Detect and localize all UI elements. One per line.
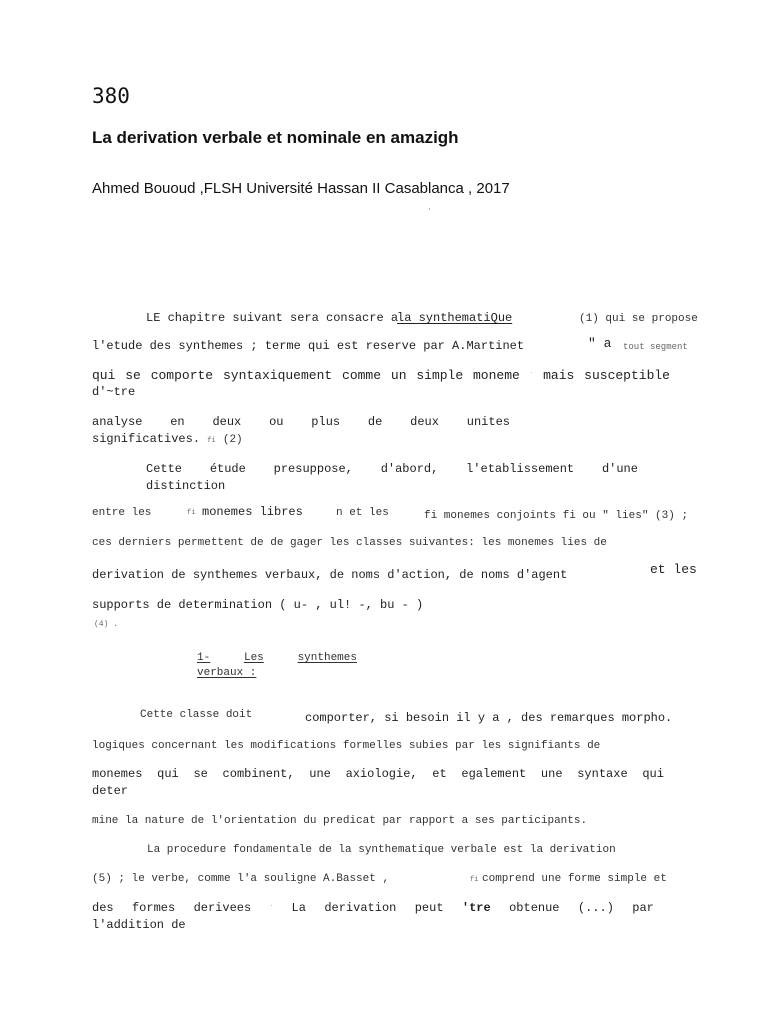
word: l'etablissement — [466, 462, 575, 476]
word: egalement — [461, 767, 527, 781]
p1-line4-b — [92, 432, 243, 446]
p3-line1-a: Cette classe doit — [140, 709, 253, 721]
word: . — [529, 368, 534, 375]
word: syntaxe — [577, 767, 628, 781]
word: deux — [212, 415, 242, 429]
word: et — [432, 767, 447, 781]
word: d'abord, — [380, 462, 439, 476]
section-heading-line2: verbaux : — [197, 667, 257, 679]
word: en — [170, 415, 185, 429]
p3-line3-b: deter — [92, 784, 129, 798]
p2-line2-e: fi monemes conjoints fi ou " lies" (3) ; — [424, 510, 689, 522]
p2-line2-a: entre les — [92, 507, 152, 519]
p4-line2-c: comprend une forme simple et — [482, 873, 667, 885]
p2-line1-b: distinction — [146, 479, 226, 493]
word: qui — [92, 368, 116, 383]
p4-line2-a: (5) ; le verbe, comme l'a souligne A.Basset , — [92, 873, 390, 885]
word: presuppose, — [273, 462, 353, 476]
word: (...) — [577, 901, 614, 915]
p1-line3 — [92, 368, 670, 383]
p1-line3-b: d'~tre — [92, 385, 136, 399]
word: ou — [269, 415, 284, 429]
word: se — [193, 767, 208, 781]
word: obtenue — [509, 901, 560, 915]
word: formes — [131, 901, 176, 915]
word: une — [309, 767, 331, 781]
p1-line2-c: tout segment — [623, 342, 688, 352]
word: comporte — [150, 368, 214, 383]
word: d'une — [601, 462, 638, 476]
word: 'tre — [461, 901, 491, 915]
word: de — [367, 415, 383, 429]
word: La — [291, 901, 306, 915]
p3-line1-b: comporter, si besoin il y a , des remarques morpho. — [305, 711, 673, 725]
word: Les — [243, 652, 264, 664]
p4-line3 — [92, 901, 654, 915]
p3-line2: logiques concernant les modifications formelles subies par les signifiants de — [92, 740, 601, 752]
p2-line3: ces derniers permettent de de gager les classes suivantes: les monemes lies de — [92, 537, 607, 549]
word: . — [269, 901, 274, 908]
author-line: Ahmed Bououd ,FLSH Université Hassan II Casablanca , 2017 — [92, 180, 510, 197]
word: se — [125, 368, 141, 383]
word: axiologie, — [345, 767, 418, 781]
word: Cette — [146, 462, 183, 476]
p2-line2-d: n et les — [336, 507, 389, 519]
p2-line5: supports de determination ( u- , ul! -, bu - ) — [92, 598, 424, 612]
document-title: La derivation verbale et nominale en amazigh — [92, 128, 459, 147]
section-heading — [197, 652, 357, 664]
p2-line2-c: monemes libres — [202, 505, 303, 519]
p1-line1-c: (1) qui se propose — [579, 313, 698, 325]
word: étude — [209, 462, 246, 476]
word: un — [390, 368, 407, 383]
page-number: 380 — [92, 84, 130, 108]
word: syntaxiquement — [222, 368, 333, 383]
p2-line1 — [146, 462, 638, 476]
word: derivation — [324, 901, 397, 915]
word: par — [632, 901, 654, 915]
p2-line2-mark: fi — [187, 509, 196, 517]
word: peut — [414, 901, 444, 915]
word: 1- — [197, 652, 211, 664]
p3-line4: mine la nature de l'orientation du predicat par rapport a ses participants. — [92, 815, 588, 827]
p4-line3-b: l'addition de — [92, 918, 186, 932]
word: combinent, — [222, 767, 295, 781]
word: une — [540, 767, 563, 781]
word: des — [92, 901, 114, 915]
word: synthemes — [297, 652, 357, 664]
word: analyse — [92, 415, 143, 429]
p2-line4-a: derivation de synthemes verbaux, de noms d'action, de noms d'agent — [92, 568, 568, 582]
word: monemes — [92, 767, 143, 781]
p1-line1-a: LE chapitre suivant sera consacre a — [146, 311, 399, 325]
word: susceptible — [584, 368, 670, 383]
p1-line1-underlined: la synthematiQue — [397, 311, 513, 325]
p1-line2-a: l'etude des synthemes ; terme qui est reserve par A.Martinet — [92, 339, 525, 353]
p2-line4-b: et les — [650, 562, 697, 577]
word: significatives. — [92, 432, 201, 446]
p4-line2-mark: fi — [470, 876, 479, 884]
p1-line2-b: " a — [588, 336, 612, 351]
word: deux — [410, 415, 439, 429]
p2-line6: (4) . — [94, 620, 119, 629]
word: unites — [466, 415, 510, 429]
word: mais — [543, 368, 575, 383]
word: simple — [416, 368, 464, 383]
footnote-mark: fi — [207, 437, 216, 445]
word: qui — [157, 767, 179, 781]
word: plus — [311, 415, 341, 429]
word: comme — [342, 368, 382, 383]
word: moneme — [473, 368, 520, 383]
p3-line3 — [92, 767, 664, 781]
p1-line4 — [92, 415, 510, 429]
footnote-ref: (2) — [222, 434, 243, 446]
word: derivees — [193, 901, 252, 915]
word: qui — [642, 767, 664, 781]
p4-line1: La procedure fondamentale de la synthematique verbale est la derivation — [147, 844, 616, 856]
stray-mark — [429, 208, 430, 210]
